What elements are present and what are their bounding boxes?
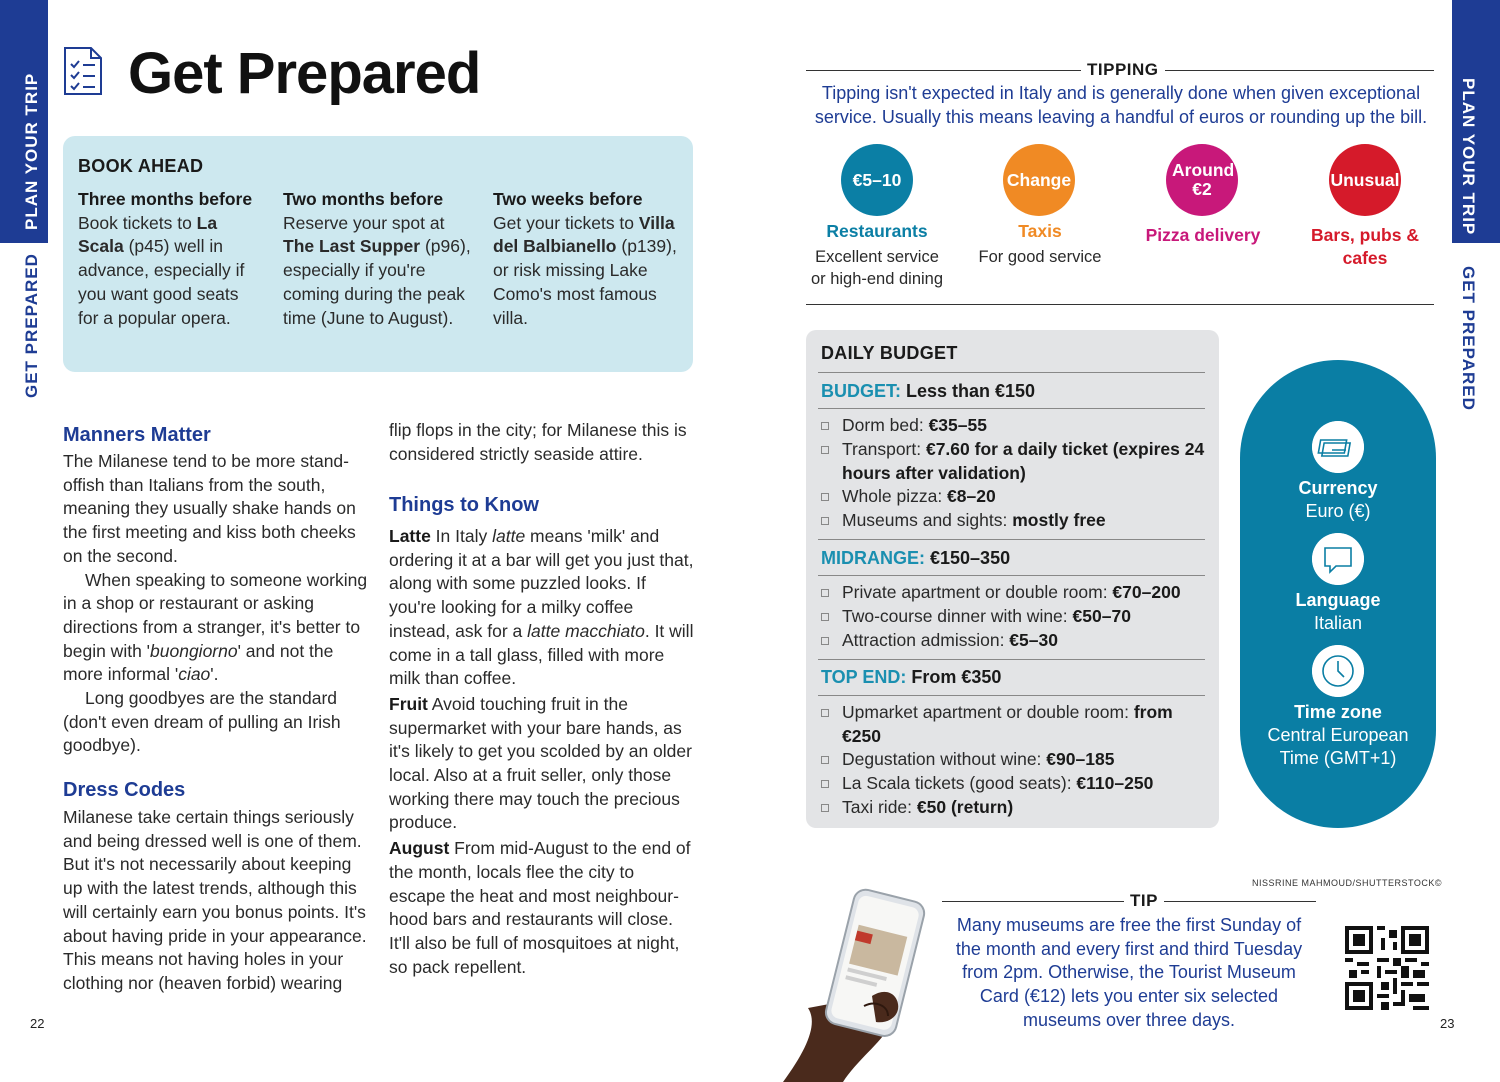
- speech-bubble-icon: [1312, 533, 1364, 585]
- book-col-two-weeks: Two weeks before Get your tickets to Villa del Balbianello (p139), or risk missing Lake Como's most famous villa.: [493, 188, 685, 330]
- budget-item: Two-course dinner with wine: €50–70: [842, 606, 1131, 626]
- tip-desc-restaurants: Excellent service or high-end dining: [810, 248, 944, 288]
- photo-credit: NISSRINE MAHMOUD/SHUTTERSTOCK©: [1252, 878, 1442, 888]
- budget-tier: MIDRANGE: €150–350: [821, 548, 1011, 568]
- tip-label-pizza: Pizza delivery: [1145, 225, 1261, 245]
- dress-heading: Dress Codes: [63, 779, 186, 801]
- budget-tier: BUDGET: Less than €150: [821, 381, 1036, 401]
- tipping-bottom-rule: [806, 304, 1434, 305]
- info-timezone: Time zone Central European Time (GMT+1): [1267, 702, 1409, 768]
- budget-tier: TOP END: From €350: [821, 667, 1002, 687]
- qr-code-image: [1345, 926, 1429, 1010]
- tip-amount-taxis: Change: [1003, 144, 1075, 216]
- book-col-heading: Three months before: [78, 189, 253, 209]
- phone-in-hand-image: [748, 888, 944, 1082]
- book-col-heading: Two weeks before: [493, 189, 643, 209]
- august-entry: August From mid-August to the end of the month, locals flee the city to escape the heat and most neighbour-hood bars and restaurants will close. It'll also be full of mosquitoes at night, so pack repellent.: [389, 838, 691, 977]
- page-title: Get Prepared: [128, 41, 481, 106]
- tipping-heading: TIPPING: [1081, 60, 1165, 80]
- daily-budget-heading: DAILY BUDGET: [821, 343, 958, 363]
- budget-item: Whole pizza: €8–20: [842, 486, 996, 506]
- side-label-plan-right: PLAN YOUR TRIP: [1459, 78, 1478, 236]
- info-currency: Currency Euro (€): [1298, 478, 1378, 521]
- page-number-left: 22: [30, 1016, 45, 1031]
- tip-amount-pizza: Around €2: [1166, 144, 1238, 216]
- budget-item: Upmarket apartment or double room: from €250: [842, 702, 1173, 746]
- budget-item: Attraction admission: €5–30: [842, 630, 1058, 650]
- dress-text: Milanese take certain things seriously and being dressed well is one of them. But it's not necessarily about keeping up with the latest trends, although this will certainly earn you bonus points. It's about having pride in your appearance. This means not having holes in your clothing nor (heaven forbid) wearing: [63, 807, 367, 993]
- tip-label-bars: Bars, pubs & cafes: [1311, 225, 1419, 268]
- tip-desc-taxis: For good service: [978, 248, 1102, 266]
- budget-item: Museums and sights: mostly free: [842, 510, 1106, 530]
- info-language: Language Italian: [1295, 590, 1381, 633]
- budget-item: Taxi ride: €50 (return): [842, 797, 1014, 817]
- budget-item: La Scala tickets (good seats): €110–250: [842, 773, 1154, 793]
- book-col-two-months: Two months before Reserve your spot at The Last Supper (p96), especially if you're coming during the peak time (June to August).: [283, 188, 478, 330]
- budget-item: Degustation without wine: €90–185: [842, 749, 1115, 769]
- money-icon: [1312, 421, 1364, 473]
- manners-text: The Milanese tend to be more stand-offish than Italians from the south, meaning they usually shake hands on the first meeting and kiss both cheeks on the second. When speaking to someone working in a shop or restaurant or asking directions from a stranger, it's better to begin with 'buongiorno' and not the more informal 'ciao'. Long goodbyes are the standard (don't even dream of pulling an Irish goodbye).: [63, 451, 368, 756]
- side-label-prepared-right: GET PREPARED: [1459, 266, 1478, 411]
- manners-heading: Manners Matter: [63, 424, 211, 446]
- tip-amount-bars: Unusual: [1329, 144, 1401, 216]
- tip-label-taxis: Taxis: [1018, 221, 1062, 241]
- things-text: [389, 525, 695, 979]
- budget-item: Private apartment or double room: €70–200: [842, 582, 1181, 602]
- tip-label-restaurants: Restaurants: [826, 221, 928, 241]
- book-ahead-heading: BOOK AHEAD: [78, 156, 204, 176]
- page-number-right: 23: [1440, 1016, 1455, 1031]
- tip-heading: TIP: [1124, 891, 1164, 911]
- book-col-three-months: Three months before Book tickets to La Scala (p45) well in advance, especially if you want good seats for a popular opera.: [78, 188, 263, 330]
- latte-entry: Latte In Italy latte means 'milk' and ordering it at a bar will get you just that, along with some puzzled looks. If you're looking for a milky coffee instead, ask for a latte macchiato. It will come in a tall glass, filled with more milk than coffee.: [389, 526, 694, 689]
- side-label-plan-left: PLAN YOUR TRIP: [22, 72, 41, 230]
- clock-icon: [1312, 645, 1364, 697]
- budget-item: Transport: €7.60 for a daily ticket (expires 24 hours after validation): [842, 439, 1205, 483]
- tip-amount-restaurants: €5–10: [841, 144, 913, 216]
- budget-item: Dorm bed: €35–55: [842, 415, 987, 435]
- side-label-prepared-left: GET PREPARED: [22, 253, 41, 398]
- fruit-entry: Fruit Avoid touching fruit in the supermarket with your bare hands, as it's likely to get you scolded by an older local. Also at a fruit seller, only those working there may touch the precious produce.: [389, 693, 692, 833]
- things-heading: Things to Know: [389, 494, 539, 516]
- book-col-heading: Two months before: [283, 189, 444, 209]
- tipping-intro: Tipping isn't expected in Italy and is generally done when given exceptional service. Usually this means leaving a handful of euros or rounding up the bill.: [814, 83, 1428, 127]
- tip-text: Many museums are free the first Sunday of the month and every first and third Tuesday from 2pm. Otherwise, the Tourist Museum Card (€12) lets you enter six selected museums over three days.: [955, 915, 1303, 1030]
- dress-text-cont: flip flops in the city; for Milanese this is considered strictly seaside attire.: [389, 420, 687, 464]
- checklist-icon: [63, 46, 103, 96]
